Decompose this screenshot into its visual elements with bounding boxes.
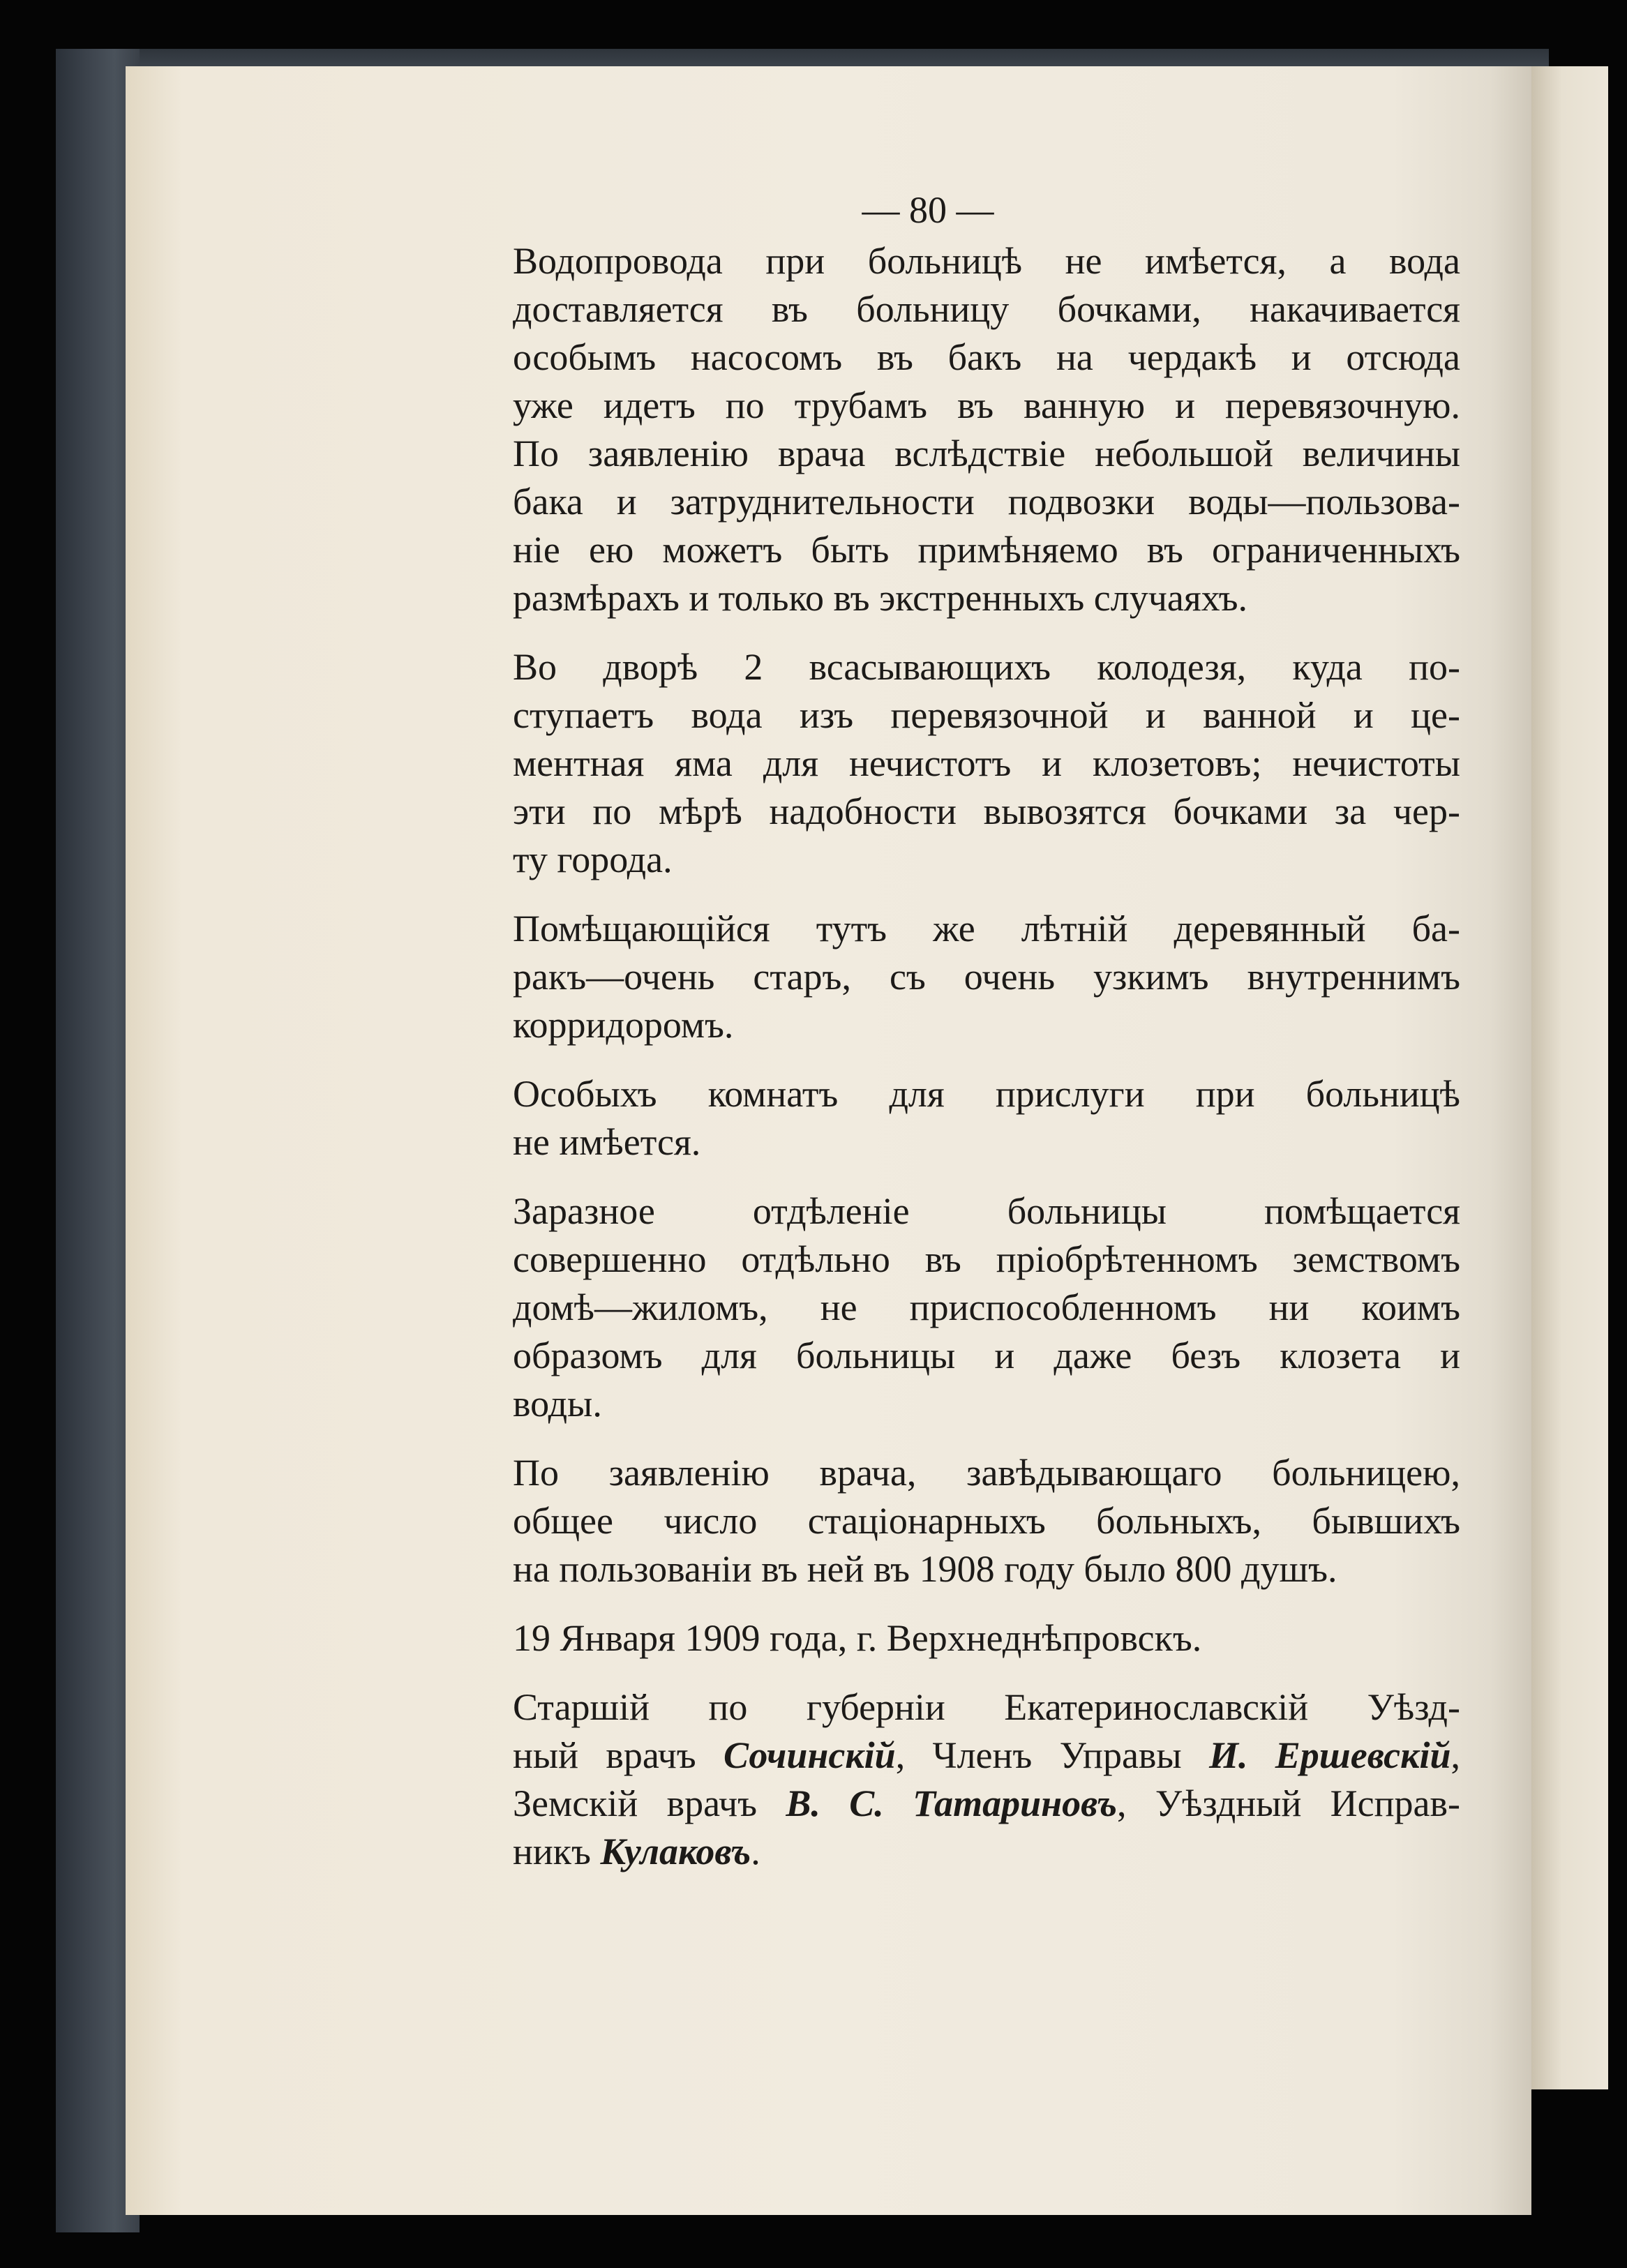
- signatory-name: И. Ершевскій: [1208, 1734, 1451, 1776]
- text-line: ментная яма для нечистотъ и клозетовъ; нечистоты: [513, 742, 1460, 784]
- text-line: ту города.: [513, 839, 673, 880]
- text-line: ніе ею можетъ быть примѣняемо въ ограниченныхъ: [513, 529, 1460, 571]
- text-line: Во дворѣ 2 всасывающихъ колодезя, куда по-: [513, 646, 1460, 688]
- signatories-text: , Уѣздный Исправ-: [1117, 1782, 1460, 1824]
- signatories-line: [428, 1683, 1460, 1732]
- text-line: не имѣется.: [513, 1121, 701, 1163]
- signatories-text: .: [751, 1831, 760, 1872]
- text-line: на пользованіи въ ней въ 1908 году было 800 душъ.: [513, 1548, 1337, 1590]
- text-line: домѣ—жиломъ, не приспособленномъ ни коимъ: [513, 1286, 1460, 1328]
- paragraphs: [428, 237, 1460, 1662]
- signatories-line: [428, 1828, 1460, 1876]
- text-line: доставляется въ больницу бочками, накачивается: [513, 288, 1460, 330]
- text-line: 19 Января 1909 года, г. Верхнеднѣпровскъ.: [513, 1617, 1202, 1659]
- signatory-name: В. С. Татариновъ: [786, 1782, 1118, 1824]
- text-line: Особыхъ комнатъ для прислуги при больницѣ: [513, 1073, 1460, 1115]
- text-line: Водопровода при больницѣ не имѣется, а вода: [513, 240, 1460, 282]
- text-line: эти по мѣрѣ надобности вывозятся бочками за чер-: [513, 790, 1460, 832]
- page-text: [428, 237, 1460, 1897]
- paragraph: [428, 1187, 1460, 1428]
- signatories-text: Земскій врачъ: [513, 1782, 786, 1824]
- paragraph: [428, 1449, 1460, 1593]
- signatories-text: , Членъ Управы: [895, 1734, 1209, 1776]
- signatory-name: Кулаковъ: [600, 1831, 751, 1872]
- paragraph: [428, 1614, 1460, 1662]
- paragraph: [428, 1070, 1460, 1166]
- text-line: особымъ насосомъ въ бакъ на чердакѣ и отсюда: [513, 336, 1460, 378]
- signatories-text: ный врачъ: [513, 1734, 723, 1776]
- text-line: корридоромъ.: [513, 1004, 734, 1046]
- paragraph: [428, 643, 1460, 884]
- page-number: — 80 —: [862, 189, 994, 231]
- text-line: общее число стаціонарныхъ больныхъ, бывшихъ: [513, 1500, 1460, 1542]
- text-line: образомъ для больницы и даже безъ клозета и: [513, 1335, 1460, 1376]
- signatory-name: Сочинскій: [723, 1734, 896, 1776]
- signatories-line: [428, 1780, 1460, 1828]
- next-page-edge: [1531, 66, 1608, 2089]
- text-line: бака и затруднительности подвозки воды—пользова-: [513, 481, 1460, 523]
- paragraph: [428, 237, 1460, 622]
- signatories-text: никъ: [513, 1831, 601, 1872]
- text-line: ступаетъ вода изъ перевязочной и ванной и це-: [513, 694, 1460, 736]
- text-line: По заявленію врача вслѣдствіе небольшой величины: [513, 433, 1460, 474]
- paragraph: [428, 905, 1460, 1049]
- text-line: Заразное отдѣленіе больницы помѣщается: [513, 1190, 1460, 1232]
- text-line: ракъ—очень старъ, съ очень узкимъ внутреннимъ: [513, 956, 1460, 998]
- signatories-paragraph: [428, 1683, 1460, 1876]
- text-line: воды.: [513, 1383, 602, 1425]
- signatories-line: [428, 1732, 1460, 1780]
- signatories-text: ,: [1450, 1734, 1461, 1776]
- text-line: Помѣщающійся тутъ же лѣтній деревянный ба-: [513, 908, 1460, 949]
- signatories-text: Старшій по губерніи Екатеринославскій Уѣзд-: [513, 1686, 1460, 1728]
- text-line: размѣрахъ и только въ экстренныхъ случаяхъ.: [513, 577, 1248, 619]
- text-line: совершенно отдѣльно въ пріобрѣтенномъ земствомъ: [513, 1238, 1460, 1280]
- text-line: По заявленію врача, завѣдывающаго больницею,: [513, 1452, 1460, 1494]
- text-line: уже идетъ по трубамъ въ ванную и перевязочную.: [513, 384, 1460, 426]
